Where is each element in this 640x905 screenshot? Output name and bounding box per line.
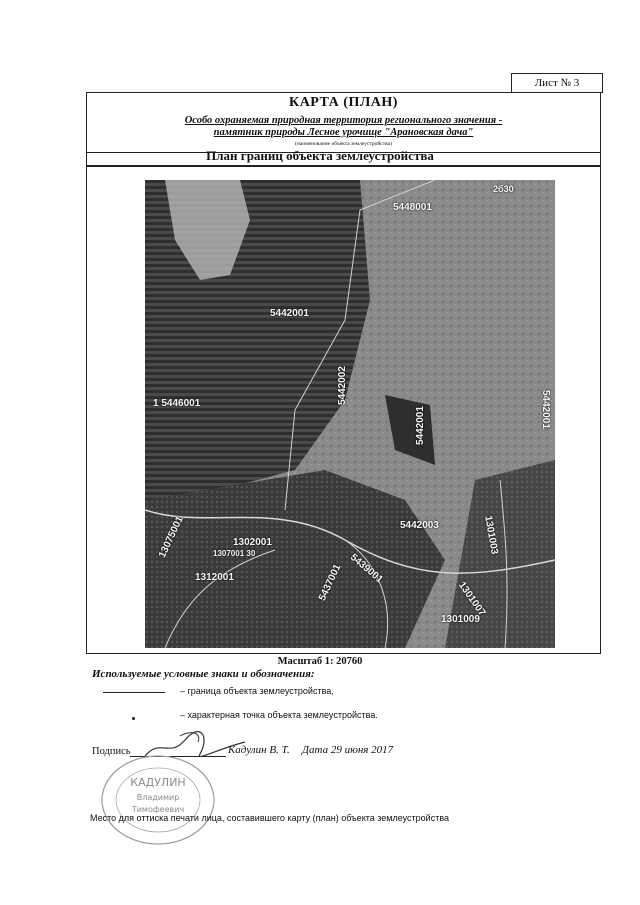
legend-boundary-text: – граница объекта землеустройства,: [180, 686, 334, 696]
map-label: 1301003: [482, 515, 500, 556]
official-stamp: [98, 752, 218, 848]
map-label: 5442001: [270, 308, 309, 319]
map-label: 5439001: [347, 552, 385, 586]
plan-title: План границ объекта землеустройства: [206, 148, 434, 163]
map-label: 1302001: [233, 537, 272, 548]
map-label: 5442001: [415, 406, 426, 445]
map-label: 1 5446001: [153, 398, 201, 409]
map-label: 5442001: [540, 390, 551, 429]
signature-date: Дата 29 июня 2017: [302, 744, 394, 756]
object-name-caption: (наименование объекта землеустройства): [295, 141, 392, 147]
map-label: 1312001: [195, 572, 234, 583]
map-label: 1301007: [455, 580, 488, 619]
object-name-line-2: памятник природы Лесное урочище "Арановская дача": [213, 127, 474, 138]
signature-label: Подпись: [92, 746, 131, 757]
map-label: 1307001 30: [213, 549, 256, 558]
map-label: 5448001: [393, 202, 432, 213]
map-label: 1301009: [441, 614, 480, 625]
svg-text:Владимир: Владимир: [136, 793, 180, 802]
map-label: 5442003: [400, 520, 439, 531]
map-label: 2б30: [493, 184, 514, 194]
aerial-map: [145, 180, 555, 648]
boundary-line-symbol: [103, 692, 165, 693]
characteristic-point-symbol: [132, 717, 135, 720]
signer-name: Кадулин В. Т.: [228, 744, 290, 756]
map-label: 5442002: [337, 366, 348, 405]
svg-text:Тимофеевич: Тимофеевич: [131, 805, 185, 814]
map-label: 13075001: [157, 514, 186, 560]
svg-text:КАДУЛИН: КАДУЛИН: [130, 776, 186, 789]
map-label: 5437001: [317, 562, 344, 603]
map-scale: Масштаб 1: 20760: [277, 656, 363, 667]
stamp-place-label: Место для оттиска печати лица, составившего карту (план) объекта землеустройства: [90, 813, 449, 823]
sheet-number: Лист № 3: [511, 73, 603, 93]
document-title: КАРТА (ПЛАН): [289, 95, 398, 110]
object-name-line-1: Особо охраняемая природная территория регионального значения -: [184, 115, 503, 126]
legend-point-text: – характерная точка объекта землеустройства.: [180, 710, 378, 720]
legend-heading: Используемые условные знаки и обозначения:: [92, 668, 315, 680]
